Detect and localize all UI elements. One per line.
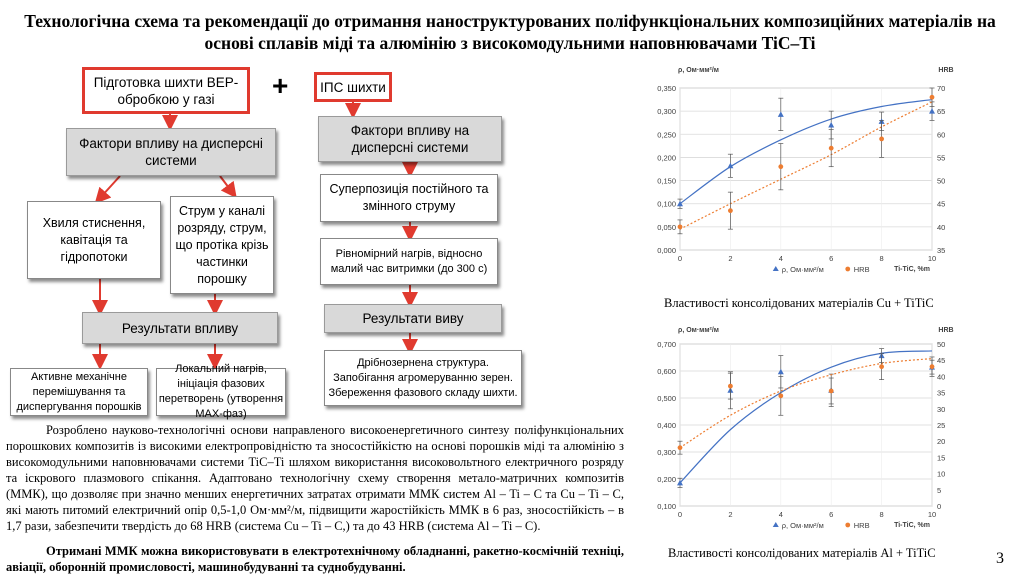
result-b-box [156,363,286,420]
x-tick-label: 0 [677,254,683,263]
x-tick-label: 6 [829,254,834,263]
chart-al-caption: Властивості консолідованих матеріалів Al + TiTiC [668,546,936,560]
x-tick-label: 2 [728,510,733,519]
y2-tick-label: 40 [937,372,946,382]
left-factors-label: Фактори впливу на дисперсні системи [79,136,263,168]
chart-cu-caption: Властивості консолідованих матеріалів Cu + TiTiC [664,296,934,310]
result-a-label: Активне механічне перемішування та диспергування порошків [16,370,142,413]
plus-sign: + [272,70,289,101]
legend-marker-rho [773,522,779,527]
right-results-label: Результати виву [362,311,464,326]
y2-tick-label: 5 [937,485,942,495]
conclusion-text: Отримані ММК можна використовувати в електротехнічному обладнанні, ракетно-космічній техніці, авіації, оборонній промисловості, машинобудуванні та суднобудуванні. [6,544,624,574]
branch-a-label: Хвиля стиснення, кавітація та гідропотоки [42,215,146,264]
y2-tick-label: 50 [937,340,946,349]
right-step1-box [320,174,498,222]
left-results-box [82,312,278,344]
data-point-rho [778,111,784,117]
y-tick-label: 0,100 [657,502,676,511]
branch-b-box [170,196,274,294]
right-results-box [324,304,502,333]
y-tick-label: 0,600 [657,367,676,376]
right-final-box [324,350,522,406]
right-top-label: ІПС шихти [320,79,386,95]
y-tick-label: 0,150 [657,176,676,186]
y-tick-label: 0,300 [657,107,676,117]
data-point-hrb [829,389,834,394]
arrow [220,176,232,192]
x-tick-label: 8 [879,510,884,519]
x-tick-label: 10 [927,254,937,263]
data-point-rho [828,122,834,128]
y-tick-label: 0,500 [657,394,676,403]
y2-tick-label: 30 [937,404,946,414]
right-step2-box [320,238,498,285]
right-step2-label: Рівномірний нагрів, відносно малий час витримки (до 300 с) [330,247,488,275]
y-tick-label: 0,100 [657,199,676,209]
left-results-label: Результати впливу [121,320,239,336]
legend-label-rho: ρ, Ом·мм²/м [781,265,824,274]
x-tick-label: 4 [778,510,783,519]
right-top-box [314,72,392,102]
legend-marker-hrb [845,267,850,272]
y2-tick-label: 65 [937,107,946,117]
left-top-label: Підготовка шихти ВЕР-обробкою у газі [93,74,239,107]
y-tick-label: 0,400 [657,421,676,430]
legend-label-hrb: HRB [853,265,870,274]
x-tick-label: 4 [778,254,783,263]
data-point-hrb [930,364,935,369]
trend-line-hrb [680,359,932,448]
x-tick-label: 6 [829,510,834,519]
legend-marker-hrb [845,523,850,528]
y-tick-label: 0,350 [657,84,676,93]
result-b-label: Локальний нагрів, ініціація фазових перетворень (утворення MAX-фаз) [158,363,284,420]
data-point-hrb [879,364,884,369]
y2-tick-label: 60 [937,130,946,140]
page-number: 3 [996,550,1004,567]
y2-tick-label: 15 [937,453,946,463]
description-paragraph: Розроблено науково-технологічні основи направленого високоенергетичного синтезу поліфункціональних порошкових композитів із високими електропровідністю та зносостійкістю на основі порошків міді та алюмінію з високомодульними наповнювачами системи TiC–Ti шляхом використання високовольтного електричного розряду та іскрового плазмового спікання. Адаптовано технологічну схему створення метало-матричних композитів (ММК), що дозволяє при значно менших енергетичних затратах отримати ММК систем Al – Ti – C та Cu – Ti – C, які мають питомий електричний опір 0,5-1,0 Ом·мм²/м, підвищити жаростійкість ММК в 6 раз, зносостійкість – в 1,7 рази, забезпечити твердість до 68 HRB (система Cu – Ti – C,) та до 43 HRB (система Al – Ti – C). [6,423,624,533]
right-factors-box [318,116,502,162]
x-axis-label: Ti-TiC, %m [894,522,930,529]
y-tick-label: 0,000 [657,246,676,255]
branch-a-box [27,201,161,279]
y2-tick-label: 0 [937,502,942,511]
legend-label-rho: ρ, Ом·мм²/м [781,521,824,530]
right-step1-label: Суперпозиція постійного та змінного струму [329,182,489,213]
y2-tick-label: 40 [937,222,946,232]
x-tick-label: 8 [879,254,884,263]
left-top-box [82,67,250,114]
data-point-hrb [678,445,683,450]
y2-tick-label: 45 [937,199,946,209]
y2-tick-label: 10 [937,469,946,479]
result-a-box [10,368,148,416]
x-tick-label: 10 [927,510,937,519]
y2-tick-label: 25 [937,421,946,430]
data-point-hrb [930,95,935,100]
data-point-hrb [778,164,783,169]
y-axis-label: ρ, Ом·мм²/м [678,67,719,74]
y2-axis-label: HRB [938,67,954,74]
x-axis-label: Ti-TiC, %m [894,266,930,273]
y-axis-label: ρ, Ом·мм²/м [678,327,719,334]
arrow [100,176,120,198]
y2-tick-label: 55 [937,153,946,163]
x-tick-label: 2 [728,254,733,263]
x-tick-label: 0 [677,510,683,519]
y2-tick-label: 70 [937,84,946,93]
y2-tick-label: 35 [937,388,946,398]
data-point-hrb [829,146,834,151]
data-point-hrb [879,137,884,142]
data-point-hrb [778,393,783,398]
data-point-hrb [728,208,733,213]
y-tick-label: 0,200 [657,475,676,484]
y-tick-label: 0,700 [657,340,676,349]
legend-label-hrb: HRB [853,521,870,530]
data-point-rho [778,369,784,375]
chart-cu [640,60,970,292]
trend-line-rho [680,100,932,204]
y2-tick-label: 35 [937,246,946,255]
y-tick-label: 0,050 [657,222,676,232]
y2-axis-label: HRB [938,327,954,334]
y2-tick-label: 50 [937,176,946,186]
branch-b-label: Струм у каналі розряду, струм, що протіка крізь частинки порошку [175,203,269,286]
chart-al [640,322,970,542]
description-text [6,422,624,534]
right-factors-label: Фактори впливу на дисперсні системи [350,123,470,155]
right-final-label: Дрібнозернена структура. Запобігання агромеруванню зерен. Збереження фазового складу шихти. [328,356,518,399]
y-tick-label: 0,250 [657,130,676,140]
data-point-hrb [678,224,683,229]
left-factors-box [66,128,276,176]
trend-line-hrb [680,102,932,229]
y-tick-label: 0,200 [657,153,676,163]
y2-tick-label: 45 [937,356,946,366]
page-title: Технологічна схема та рекомендації до отримання наноструктурованих поліфункціональних композиційних матеріалів на основі сплавів міді та алюмінію з високомодульними наповнювачами TiC–Ti [24,11,996,53]
y-tick-label: 0,300 [657,448,676,457]
data-point-hrb [728,384,733,389]
y2-tick-label: 20 [937,437,946,447]
legend-marker-rho [773,266,779,271]
plot-frame [680,88,932,250]
